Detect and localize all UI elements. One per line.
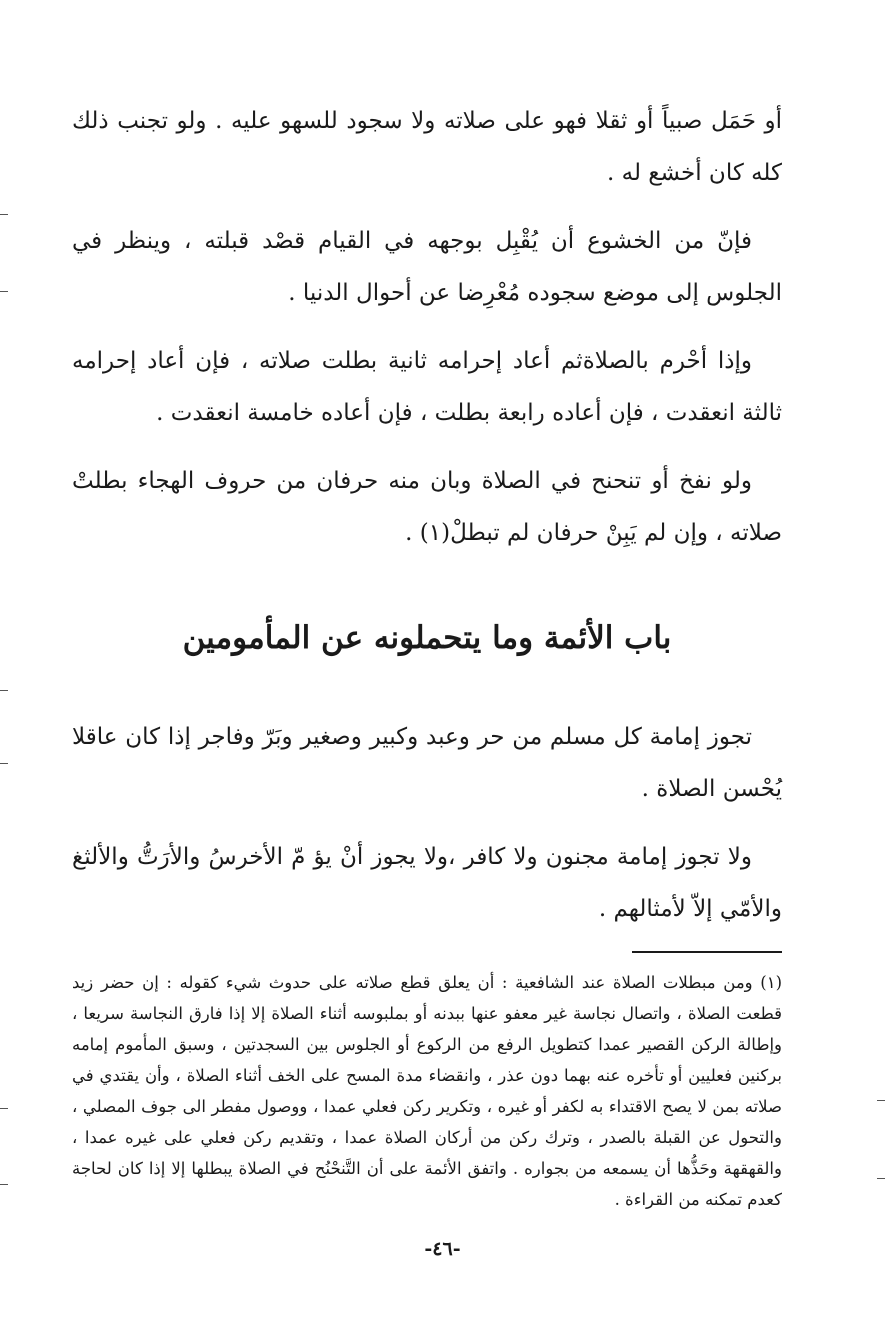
margin-mark [0, 214, 8, 215]
page-body [72, 95, 782, 1215]
margin-mark [0, 1108, 8, 1109]
paragraph-2: فإنّ من الخشوع أن يُقْبِل بوجهه في القيام قصْد قبلته ، وينظر في الجلوس إلى موضع سجوده مُعْرِضا عن أحوال الدنيا . [72, 228, 782, 306]
chapter-paragraph-2: ولا تجوز إمامة مجنون ولا كافر ،ولا يجوز أنْ يؤ مّ الأخرسُ والأرَتُّ والألثغ والأمّي إلاّ لأمثالهم . [72, 844, 782, 922]
paragraph-3: وإذا أحْرم بالصلاةثم أعاد إحرامه ثانية بطلت صلاته ، فإن أعاد إحرامه ثالثة انعقدت ، فإن أعاده رابعة بطلت ، فإن أعاده خامسة انعقدت . [72, 348, 782, 426]
chapter-title: باب الأئمة وما يتحملونه عن المأمومين [182, 620, 672, 656]
margin-mark [877, 1100, 885, 1101]
footnote: (١) ومن مبطلات الصلاة عند الشافعية : أن يعلق قطع صلاته على حدوث شيء كقوله : إن حضر زيد قطعت الصلاة ، واتصال نجاسة غير معفو عنها ببدنه أو بملبوسه أثناء الصلاة إلا إذا فارق النجاسة سريعا ، وإطالة الركن القصير عمدا كتطويل الرفع من الركوع أو الجلوس بين السجدتين ، وسبق المأموم إمامه بركنين فعليين أو تأخره عنه بهما دون عذر ، وانقضاء مدة المسح على الخف أثناء الصلاة ، وأن يقتدي في صلاته بمن لا يصح الاقتداء به لكفر أو غيره ، وتكرير ركن فعلي عمدا ، ووصول مفطر الى جوف المصلي ، والتحول عن القبلة بالصدر ، وترك ركن من أركان الصلاة عمدا ، وتقديم ركن فعلي على غيره عمدا ، والقهقهة وحَذُّها أن يسمعه من بجواره . واتفق الأئمة على أن التَّنحْنُح في الصلاة يبطلها إلا إذا كان لحاجة كعدم تمكنه من القراءة . [72, 973, 782, 1209]
page-number: -٤٦- [424, 1238, 461, 1260]
chapter-paragraph-1: تجوز إمامة كل مسلم من حر وعبد وكبير وصغير وبَرّ وفاجر إذا كان عاقلا يُحْسن الصلاة . [72, 724, 782, 802]
footnote-divider [632, 951, 782, 953]
paragraph-4: ولو نفخ أو تنحنح في الصلاة وبان منه حرفان من حروف الهجاء بطلتْ صلاته ، وإن لم يَبِنْ حرفان لم تبطلْ(١) . [72, 468, 782, 546]
margin-mark [0, 1184, 8, 1185]
margin-mark [0, 690, 8, 691]
margin-mark [0, 763, 8, 764]
margin-mark [877, 1178, 885, 1179]
margin-mark [0, 291, 8, 292]
paragraph-1: أو حَمَل صبياً أو ثقلا فهو على صلاته ولا سجود للسهو عليه . ولو تجنب ذلك كله كان أخشع له . [72, 108, 782, 186]
